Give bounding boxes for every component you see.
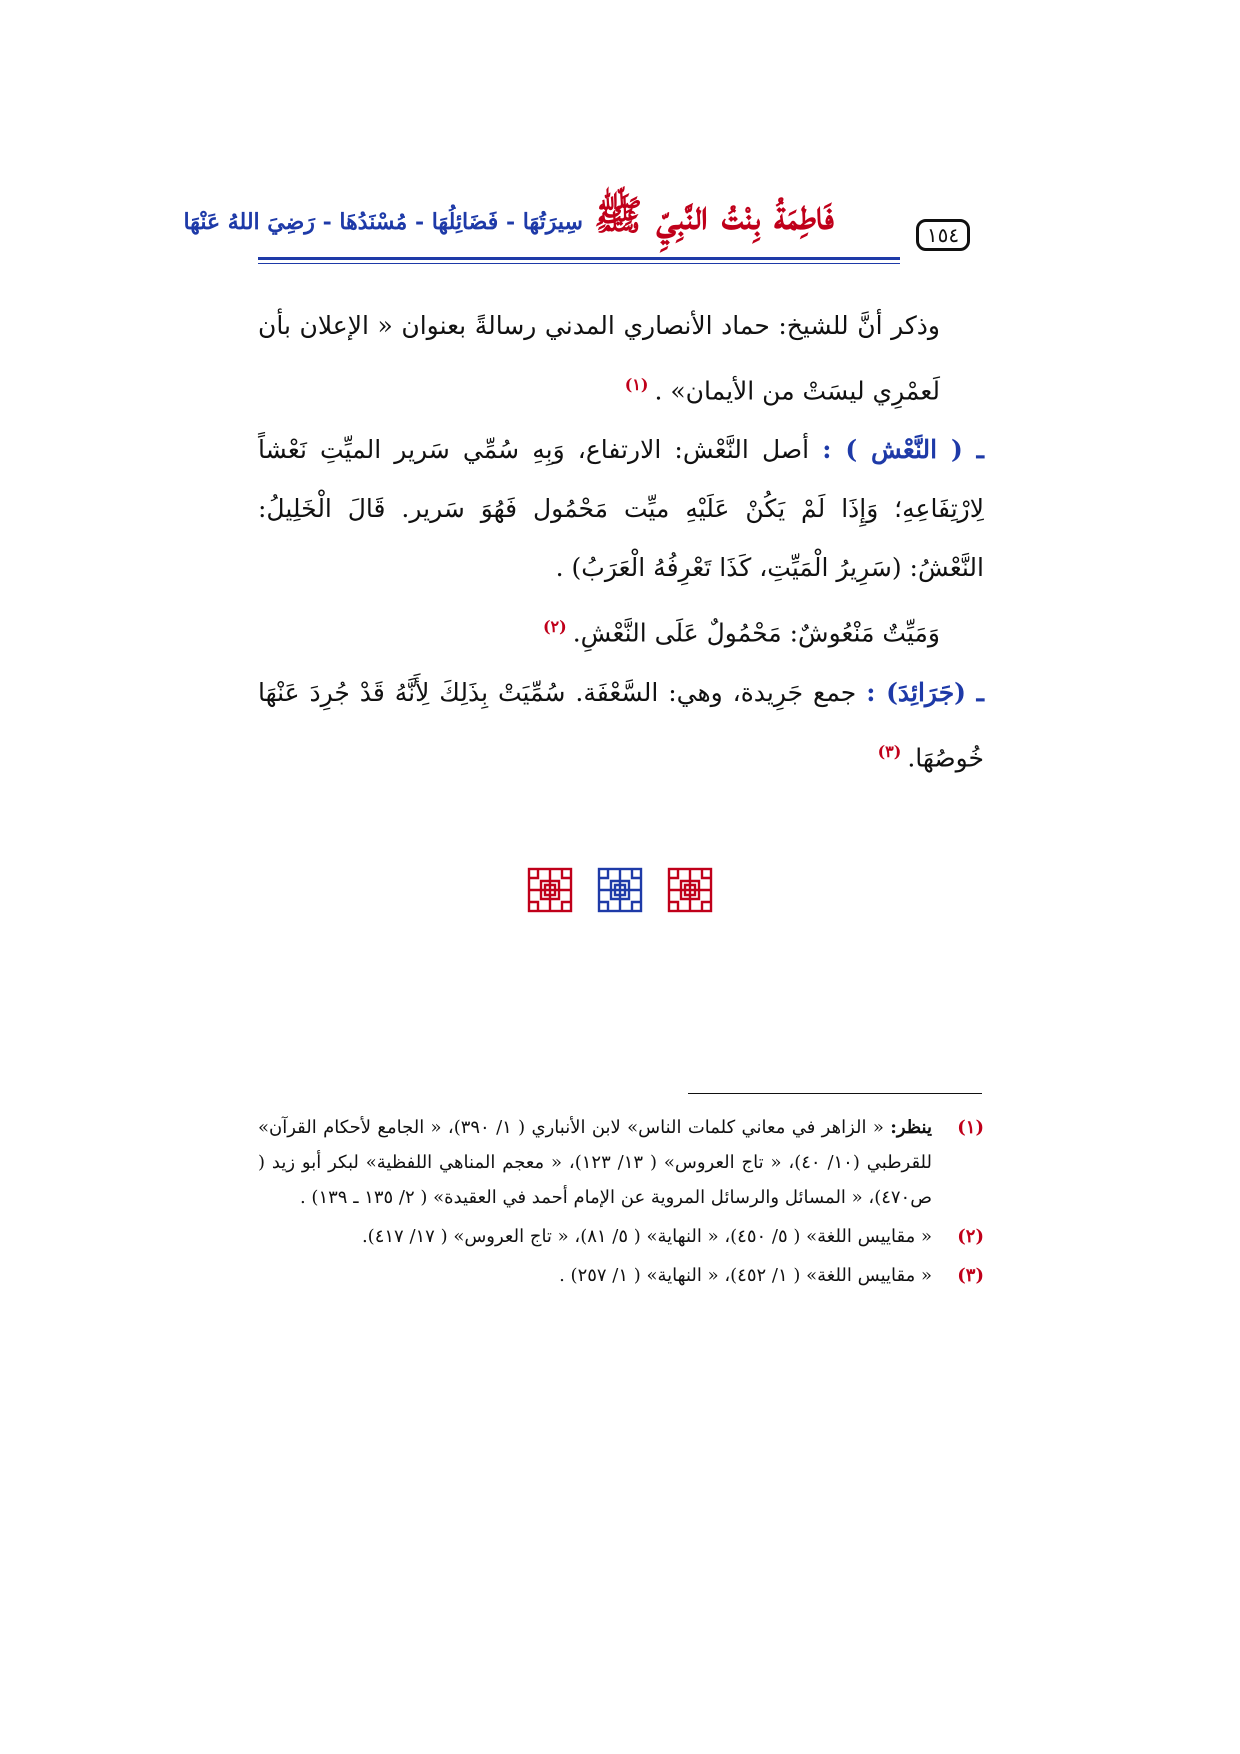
footnote-ref-3[interactable]: (٣) xyxy=(877,741,902,761)
book-title-subtitle: سِيرَتُهَا - فَضَائِلُهَا - مُسْنَدُهَا - رَضِيَ اللهُ عَنْهَا xyxy=(183,209,583,235)
paragraph-4 xyxy=(258,663,984,787)
page-header xyxy=(183,185,984,271)
footnote-ref-1[interactable]: (١) xyxy=(624,375,649,394)
term-naash: ـ ( النَّعْش ) : xyxy=(822,435,984,465)
paragraph-2 xyxy=(258,420,984,597)
footnote-body: « مقاييس اللغة» ( ١/ ٤٥٢)، « النهاية» ( ١/ ٢٥٧) . xyxy=(559,1265,932,1286)
page-number: ١٥٤ xyxy=(916,219,970,251)
book-title-main: فَاطِمَةُ بِنْتُ النَّبِيِّ ﷺ xyxy=(594,192,834,239)
paragraph-3-text: وَمَيِّتٌ مَنْعُوشٌ: مَحْمُولٌ عَلَى النَّعْشِ. xyxy=(572,618,940,648)
footnote-3 xyxy=(258,1258,984,1293)
footnote-body: « مقاييس اللغة» ( ٥/ ٤٥٠)، « النهاية» ( ٥/ ٨١)، « تاج العروس» ( ١٧/ ٤١٧). xyxy=(361,1226,932,1247)
paragraph-4-text: جمع جَرِيدة، وهي: السَّعْفَة. سُمِّيَتْ بِذَلِكَ لِأَنَّهُ قَدْ جُرِدَ عَنْهَا خُوصُهَا. xyxy=(258,677,984,772)
section-divider-ornaments xyxy=(440,866,800,926)
header-divider xyxy=(258,257,900,264)
ornament-icon xyxy=(596,866,644,914)
footnotes xyxy=(258,1110,984,1297)
paragraph-2-text: أصل النَّعْش: الارتفاع، وَبِهِ سُمِّي سَرير الميِّتِ نَعْشاً لِارْتِفَاعِهِ؛ وَإِذَا لَمْ يَكُنْ عَلَيْهِ ميِّت مَحْمُول فَهُوَ سَرير. قَالَ الْخَلِيلُ: النَّعْشُ: (سَرِيرُ الْمَيِّتِ، كَذَا تَعْرِفُهُ الْعَرَبُ) . xyxy=(258,435,984,583)
footnote-body: « الزاهر في معاني كلمات الناس» لابن الأنباري ( ١/ ٣٩٠)، « الجامع لأحكام القرآن» للقرطبي (١٠/ ٤٠)، « تاج العروس» ( ١٣/ ١٢٣)، « معجم المناهي اللفظية» لبكر أبو زيد ( ص٤٧٠)، « المسائل والرسائل المروية عن الإمام أحمد في العقيدة» ( ٢/ ١٣٥ ـ ١٣٩) . xyxy=(258,1117,932,1208)
main-text xyxy=(258,296,984,787)
paragraph-1-text: وذكر أنَّ للشيخ: حماد الأنصاري المدني رسالةً بعنوان « الإعلان بأن لَعمْرِي ليسَتْ من الأيمان» . xyxy=(258,311,940,406)
book-title xyxy=(183,191,834,249)
ornament-icon xyxy=(666,866,714,914)
ornament-icon xyxy=(526,866,574,914)
footnote-number: (٢) xyxy=(957,1226,984,1247)
footnote-1 xyxy=(258,1110,984,1215)
footnote-separator xyxy=(688,1093,982,1094)
paragraph-1 xyxy=(258,296,984,420)
footnote-number: (١) xyxy=(957,1117,984,1138)
term-jaraid: ـ (جَرَائِدَ) : xyxy=(866,677,985,707)
footnote-text xyxy=(258,1110,932,1215)
footnote-2 xyxy=(258,1219,984,1254)
footnote-number: (٣) xyxy=(957,1265,984,1286)
footnote-lead: ينظر: xyxy=(890,1117,932,1138)
paragraph-3 xyxy=(258,597,984,662)
footnote-ref-2[interactable]: (٢) xyxy=(542,617,567,637)
